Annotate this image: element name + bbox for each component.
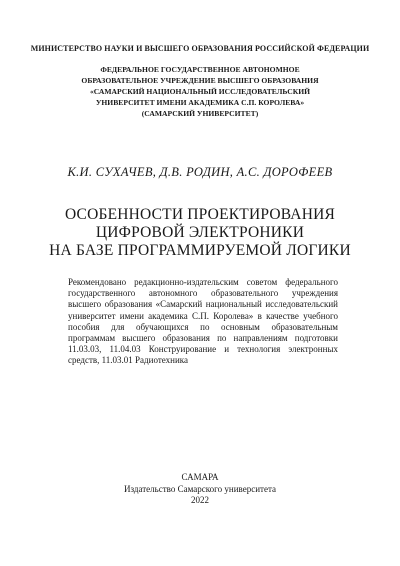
institution-line: «САМАРСКИЙ НАЦИОНАЛЬНЫЙ ИССЛЕДОВАТЕЛЬСКИЙ [89,87,311,96]
recommendation-line: государственного автономного образовательного учреждения [68,288,338,299]
recommendation-paragraph [68,277,338,367]
book-title [0,206,400,260]
authors: К.И. СУХАЧЕВ, Д.В. РОДИН, А.С. ДОРОФЕЕВ [67,165,333,179]
institution-line: ОБРАЗОВАТЕЛЬНОЕ УЧРЕЖДЕНИЕ ВЫСШЕГО ОБРАЗОВАНИЯ [81,76,319,85]
recommendation-line: средств, 11.03.01 Радиотехника [68,355,188,366]
institution-line: УНИВЕРСИТЕТ ИМЕНИ АКАДЕМИКА С.П. КОРОЛЕВА» [95,98,305,107]
recommendation-line: Рекомендовано редакционно-издательским советом федерального [68,277,338,287]
institution-line: ФЕДЕРАЛЬНОЕ ГОСУДАРСТВЕННОЕ АВТОНОМНОЕ [100,65,300,74]
year: 2022 [191,495,209,506]
institution-line: (САМАРСКИЙ УНИВЕРСИТЕТ) [141,109,259,118]
title-line: НА БАЗЕ ПРОГРАММИРУЕМОЙ ЛОГИКИ [49,242,351,259]
recommendation-line: пособия для обучающихся по основным образовательным [68,321,338,332]
recommendation-line: 11.03.03, 11.04.03 Конструирование и технология электронных [68,344,338,355]
publisher: Издательство Самарского университета [124,483,276,494]
recommendation-line: университет имени академика С.П. Королева» в качестве учебного [68,310,338,321]
city: САМАРА [181,472,219,482]
title-line: ЦИФРОВОЙ ЭЛЕКТРОНИКИ [95,224,305,241]
title-line: ОСОБЕННОСТИ ПРОЕКТИРОВАНИЯ [64,206,336,223]
recommendation-line: программам высшего образования по направлениям подготовки [68,333,338,344]
imprint [0,472,400,507]
ministry-heading: МИНИСТЕРСТВО НАУКИ И ВЫСШЕГО ОБРАЗОВАНИЯ РОССИЙСКОЙ ФЕДЕРАЦИИ [30,44,370,53]
recommendation-line: высшего образования «Самарский национальный исследовательский [68,299,338,310]
institution-block [0,64,400,119]
